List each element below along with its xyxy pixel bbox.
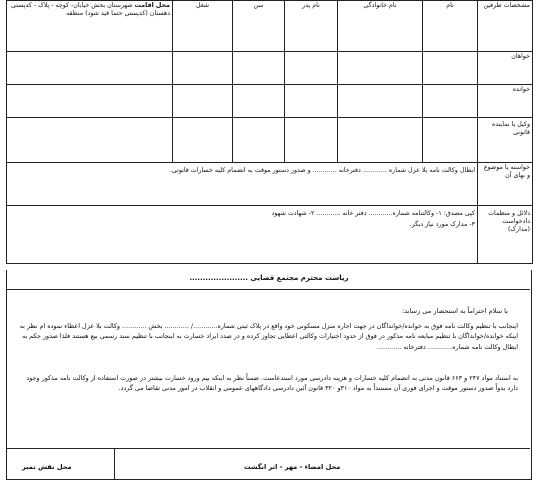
table-row xyxy=(7,118,533,163)
defendant-father-cell[interactable] xyxy=(285,85,338,118)
lawyer-age-cell[interactable] xyxy=(233,118,285,163)
defendant-age-cell[interactable] xyxy=(233,85,285,118)
table-header-row xyxy=(7,1,533,52)
plaintiff-name-cell[interactable] xyxy=(423,52,478,85)
plaintiff-address-cell[interactable] xyxy=(7,52,173,85)
lawyer-family-cell[interactable] xyxy=(338,118,423,163)
address-title: محل اقامت xyxy=(134,2,170,9)
footer-separator xyxy=(114,448,115,479)
signature-area: محل امضاء - مهر - اثر انگشت xyxy=(244,463,341,471)
evidence-line-1: کپی مصدق: ۱- وکالتنامه شماره............ دفتر خانه ............ ۲- شهادت شهود xyxy=(271,210,475,217)
plaintiff-family-cell[interactable] xyxy=(338,52,423,85)
table-row xyxy=(7,52,533,85)
defendant-family-cell[interactable] xyxy=(338,85,423,118)
stamp-area: محل نقش تمبر xyxy=(22,463,72,471)
plaintiff-age-cell[interactable] xyxy=(233,52,285,85)
title-divider xyxy=(6,289,530,290)
lawyer-name-cell[interactable] xyxy=(423,118,478,163)
plaintiff-label: خواهان xyxy=(478,52,533,85)
evidence-line-2: ۳- مدارک مورد نیاز دیگر. xyxy=(409,221,475,229)
claim-text: ابطال وکالت نامه بلا عزل شماره ............ دفترخانه ............ و صدور دستور موقت به انضمام کلیه خسارات قانونی. xyxy=(7,163,478,206)
father-header: نام پدر xyxy=(285,1,338,52)
evidence-cell xyxy=(7,206,478,264)
table-row xyxy=(7,85,533,118)
job-header: شغل xyxy=(173,1,233,52)
lawyer-job-cell[interactable] xyxy=(173,118,233,163)
defendant-label: خوانده xyxy=(478,85,533,118)
defendant-job-cell[interactable] xyxy=(173,85,233,118)
family-header: نام خانوادگی xyxy=(338,1,423,52)
petition-form xyxy=(6,0,532,480)
address-header xyxy=(7,1,173,52)
table-row xyxy=(7,206,533,264)
greeting-text: با سلام احتراماً به استحضار می رساند: xyxy=(401,307,508,315)
plaintiff-father-cell[interactable] xyxy=(285,52,338,85)
evidence-label: دلائل و منظمات دادخواست (مدارک) xyxy=(478,206,533,264)
section-title: ریاست محترم مجتمع قضایی ...................... xyxy=(189,274,349,282)
claim-label: خواسته یا موضوع و بهای آن xyxy=(478,163,533,206)
parties-header: مشخصات طرفین xyxy=(478,1,533,52)
footer-divider xyxy=(6,448,530,449)
paragraph-1: اینجانب با تنظیم وکالت نامه فوق به خوانده/خوانداگان در جهت اجاره منزل مسکونی خود واقع در پلاک ثبتی شماره............/ ............ بخش ............ وکالت بلا عزل اعطاء نموده ام نظر به اینکه خوانده/خوانداگان با تنظیم مبایعه نامه مذکور در فوق از حدود اختیارات وکالتی اعطایی تجاوز کرده و در صدد ایراد خسارت به اینجانب با تنظیم سند رسمی بیع هستند فلذا صدور حکم به ابطال وکالت نامه شماره............ دفترخانه ............ xyxy=(19,322,518,351)
lawyer-father-cell[interactable] xyxy=(285,118,338,163)
table-row xyxy=(7,163,533,206)
lawyer-address-cell[interactable] xyxy=(7,118,173,163)
parties-table xyxy=(6,0,533,264)
name-header: نام xyxy=(423,1,478,52)
age-header: سن xyxy=(233,1,285,52)
lawyer-label: وکیل یا نماینده قانونی xyxy=(478,118,533,163)
paragraph-2: به استناد مواد ۲۴۷ و ۶۶۳ قانون مدنی به انضمام کلیه خسارات و هزینه دادرسی مورد استدعاست. ضمناً نظر به اینکه بیم ورود خسارت بیشتر در صورت استفاده از وکالت نامه مذکور وجود دارد بدواً صدور دستور موقت و اجرای فوری آن مستنداً به مواد ۳۱۰و ۳۲۰ قانون آئین دادرسی دادگاههای عمومی و انقلاب در امور مدنی تقاضا می گردد. xyxy=(26,374,518,393)
address-detail: شهرستان بخش خیابان- کوچه - پلاک - کدپستی دهستان (کدپستی حتما قید شود) منطقه xyxy=(10,2,170,18)
defendant-address-cell[interactable] xyxy=(7,85,173,118)
defendant-name-cell[interactable] xyxy=(423,85,478,118)
plaintiff-job-cell[interactable] xyxy=(173,52,233,85)
